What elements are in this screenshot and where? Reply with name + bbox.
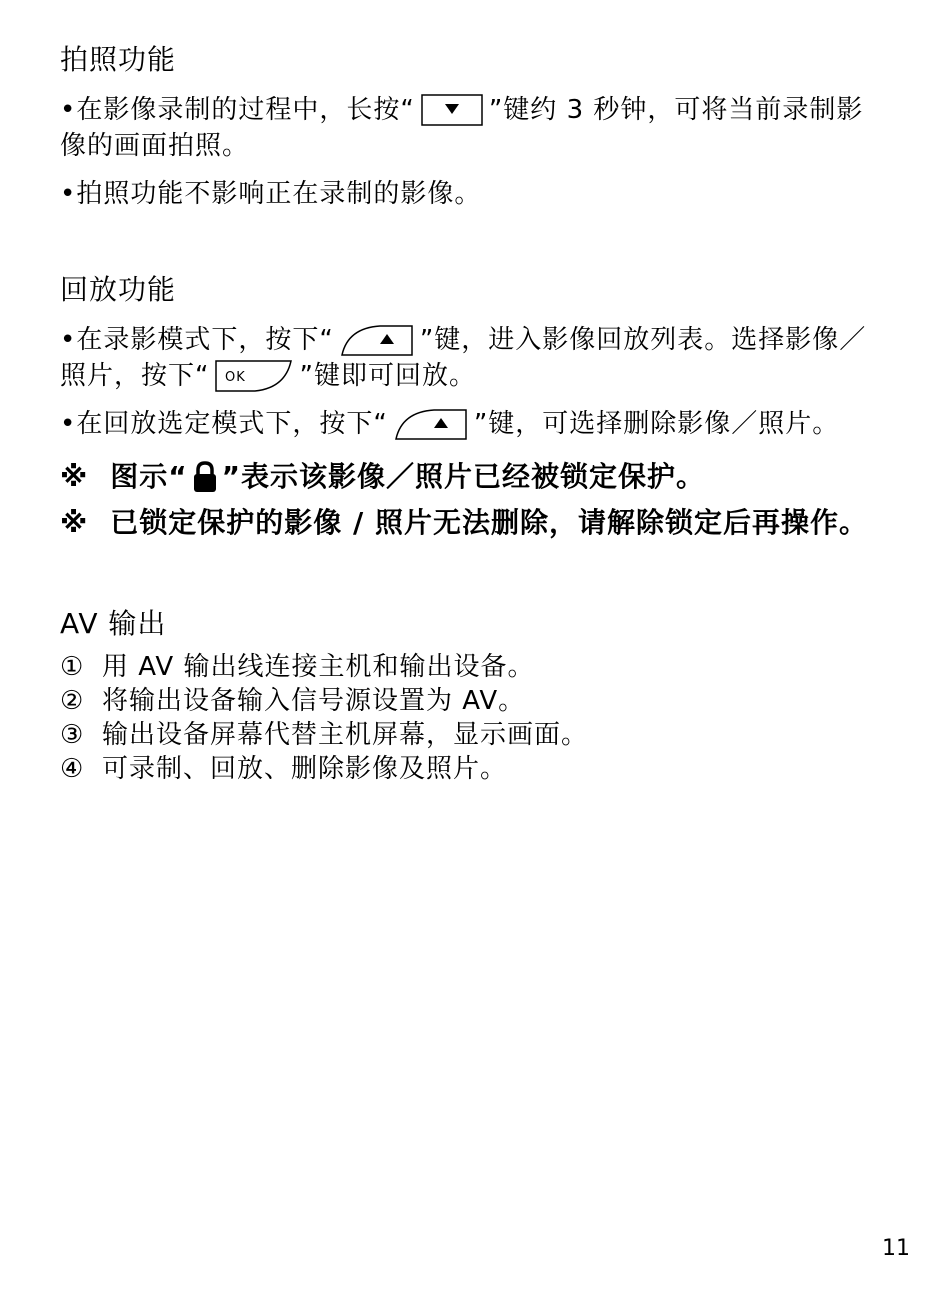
text: 图示“ [110, 460, 188, 493]
up-arrow-key-icon [340, 324, 414, 354]
list-item [60, 718, 890, 752]
av-steps-list [60, 650, 890, 786]
step-text: 可录制、回放、删除影像及照片。 [102, 754, 508, 784]
text: 已锁定保护的影像 / 照片无法删除，请解除锁定后再操作。 [110, 506, 868, 539]
ok-key-icon [215, 360, 293, 390]
text: 在影像录制的过程中，长按“ [76, 95, 415, 125]
section-title-photo: 拍照功能 [60, 43, 177, 76]
bullet-playback-delete [60, 406, 890, 442]
text: 在回放选定模式下，按下“ [76, 409, 388, 439]
section-title-playback: 回放功能 [60, 273, 177, 306]
text: ”键即可回放。 [299, 361, 476, 391]
lock-icon [192, 460, 218, 490]
text: ”键，可选择删除影像／照片。 [473, 409, 840, 439]
note-lock-icon [60, 454, 890, 500]
note-symbol: ※ [60, 460, 89, 493]
bullet-photo-no-effect: • 拍照功能不影响正在录制的影像。 [60, 176, 890, 212]
text: 在录影模式下，按下“ [76, 325, 334, 355]
list-item [60, 684, 890, 718]
ok-key-label: OK [225, 369, 247, 385]
step-number: ① [60, 652, 85, 682]
list-item [60, 650, 890, 684]
step-text: 输出设备屏幕代替主机屏幕，显示画面。 [102, 720, 589, 750]
up-arrow-key-icon [394, 408, 468, 438]
note-cannot-delete [60, 500, 890, 546]
text: ”键，进入影像回放列表。选择影像／照片，按下“ [60, 325, 867, 391]
step-text: 用 AV 输出线连接主机和输出设备。 [102, 652, 535, 682]
bullet-photo-longpress [60, 92, 890, 164]
note-symbol: ※ [60, 506, 89, 539]
text: ”表示该影像／照片已经被锁定保护。 [221, 460, 706, 493]
text: ”键约 3 秒钟，可将当前录制影像的画面拍照。 [60, 95, 864, 161]
list-item [60, 752, 890, 786]
section-title-av-output: AV 输出 [60, 607, 167, 640]
step-number: ② [60, 686, 85, 716]
step-number: ③ [60, 720, 85, 750]
page-number: 11 [882, 1236, 910, 1261]
manual-page [60, 40, 890, 786]
step-text: 将输出设备输入信号源设置为 AV。 [102, 686, 526, 716]
bullet-playback-enter [60, 322, 890, 394]
down-arrow-key-icon [421, 94, 483, 124]
step-number: ④ [60, 754, 85, 784]
